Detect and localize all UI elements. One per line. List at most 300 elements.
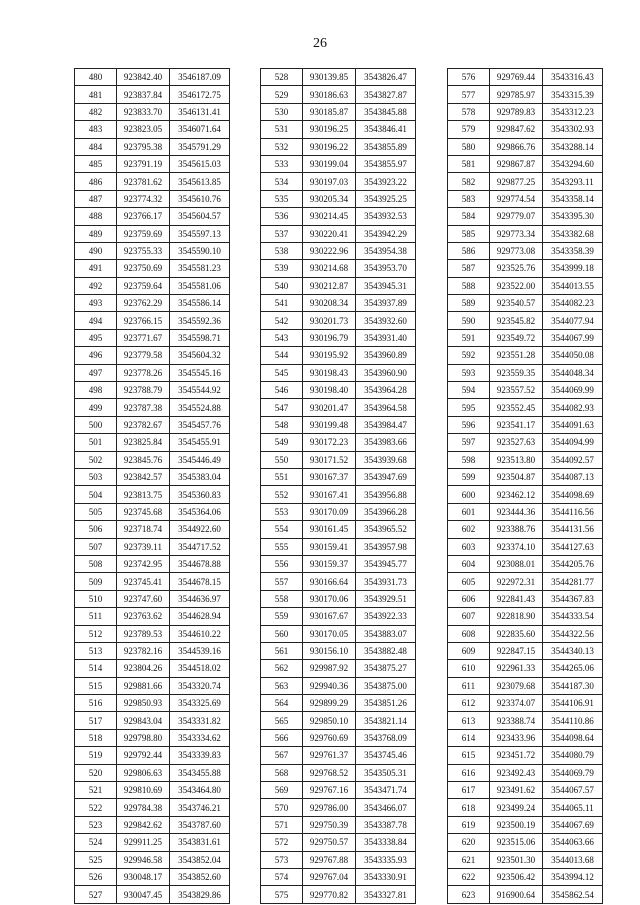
y-coordinate-cell: 3543312.23 bbox=[543, 103, 603, 120]
point-number-cell: 596 bbox=[448, 416, 490, 433]
table-row bbox=[448, 382, 603, 399]
table-row bbox=[448, 764, 603, 781]
table-row bbox=[75, 451, 230, 468]
point-number-cell: 564 bbox=[261, 695, 303, 712]
table-row bbox=[261, 503, 416, 520]
table-row bbox=[448, 660, 603, 677]
table-row bbox=[75, 503, 230, 520]
point-number-cell: 537 bbox=[261, 225, 303, 242]
x-coordinate-cell: 923552.45 bbox=[490, 399, 543, 416]
table-row bbox=[261, 521, 416, 538]
point-number-cell: 497 bbox=[75, 364, 117, 381]
y-coordinate-cell: 3544094.99 bbox=[543, 434, 603, 451]
y-coordinate-cell: 3543288.14 bbox=[543, 138, 603, 155]
table-row bbox=[75, 103, 230, 120]
y-coordinate-cell: 3544367.83 bbox=[543, 590, 603, 607]
x-coordinate-cell: 923779.58 bbox=[117, 347, 170, 364]
table-row bbox=[448, 155, 603, 172]
point-number-cell: 517 bbox=[75, 712, 117, 729]
table-row bbox=[261, 677, 416, 694]
y-coordinate-cell: 3543923.22 bbox=[356, 173, 416, 190]
y-coordinate-cell: 3543505.31 bbox=[356, 764, 416, 781]
point-number-cell: 535 bbox=[261, 190, 303, 207]
x-coordinate-cell: 923557.52 bbox=[490, 382, 543, 399]
x-coordinate-cell: 923747.60 bbox=[117, 590, 170, 607]
x-coordinate-cell: 923462.12 bbox=[490, 486, 543, 503]
y-coordinate-cell: 3543937.89 bbox=[356, 295, 416, 312]
y-coordinate-cell: 3544333.54 bbox=[543, 608, 603, 625]
y-coordinate-cell: 3543315.39 bbox=[543, 86, 603, 103]
table-row bbox=[261, 642, 416, 659]
x-coordinate-cell: 929877.25 bbox=[490, 173, 543, 190]
table-row bbox=[448, 834, 603, 851]
point-number-cell: 614 bbox=[448, 729, 490, 746]
x-coordinate-cell: 930170.06 bbox=[303, 590, 356, 607]
x-coordinate-cell: 923515.06 bbox=[490, 834, 543, 851]
x-coordinate-cell: 929785.97 bbox=[490, 86, 543, 103]
y-coordinate-cell: 3543994.12 bbox=[543, 868, 603, 885]
table-row bbox=[75, 138, 230, 155]
table-row bbox=[448, 103, 603, 120]
point-number-cell: 601 bbox=[448, 503, 490, 520]
x-coordinate-cell: 930197.03 bbox=[303, 173, 356, 190]
y-coordinate-cell: 3544922.60 bbox=[170, 521, 230, 538]
coordinate-table-1 bbox=[74, 68, 230, 904]
point-number-cell: 504 bbox=[75, 486, 117, 503]
point-number-cell: 501 bbox=[75, 434, 117, 451]
x-coordinate-cell: 923388.74 bbox=[490, 712, 543, 729]
table-row bbox=[261, 242, 416, 259]
point-number-cell: 484 bbox=[75, 138, 117, 155]
x-coordinate-cell: 929850.93 bbox=[117, 695, 170, 712]
point-number-cell: 500 bbox=[75, 416, 117, 433]
y-coordinate-cell: 3544127.63 bbox=[543, 538, 603, 555]
y-coordinate-cell: 3544013.55 bbox=[543, 277, 603, 294]
y-coordinate-cell: 3546131.41 bbox=[170, 103, 230, 120]
table-row bbox=[261, 764, 416, 781]
x-coordinate-cell: 929843.04 bbox=[117, 712, 170, 729]
table-row bbox=[261, 799, 416, 816]
x-coordinate-cell: 923499.24 bbox=[490, 799, 543, 816]
y-coordinate-cell: 3543746.21 bbox=[170, 799, 230, 816]
table-row bbox=[448, 782, 603, 799]
table-row bbox=[75, 347, 230, 364]
table-row bbox=[448, 399, 603, 416]
point-number-cell: 562 bbox=[261, 660, 303, 677]
x-coordinate-cell: 930170.09 bbox=[303, 503, 356, 520]
y-coordinate-cell: 3544265.06 bbox=[543, 660, 603, 677]
table-row bbox=[261, 69, 416, 86]
y-coordinate-cell: 3543945.77 bbox=[356, 555, 416, 572]
x-coordinate-cell: 930166.64 bbox=[303, 573, 356, 590]
x-coordinate-cell: 929850.10 bbox=[303, 712, 356, 729]
table-row bbox=[75, 121, 230, 138]
table-row bbox=[261, 347, 416, 364]
y-coordinate-cell: 3543983.66 bbox=[356, 434, 416, 451]
point-number-cell: 526 bbox=[75, 868, 117, 885]
y-coordinate-cell: 3543932.53 bbox=[356, 208, 416, 225]
table-row bbox=[75, 277, 230, 294]
y-coordinate-cell: 3543999.18 bbox=[543, 260, 603, 277]
x-coordinate-cell: 923451.72 bbox=[490, 747, 543, 764]
x-coordinate-cell: 929770.82 bbox=[303, 886, 356, 903]
y-coordinate-cell: 3543932.60 bbox=[356, 312, 416, 329]
y-coordinate-cell: 3544518.02 bbox=[170, 660, 230, 677]
y-coordinate-cell: 3544322.56 bbox=[543, 625, 603, 642]
y-coordinate-cell: 3543882.48 bbox=[356, 642, 416, 659]
point-number-cell: 494 bbox=[75, 312, 117, 329]
table-row bbox=[261, 451, 416, 468]
point-number-cell: 567 bbox=[261, 747, 303, 764]
table-row bbox=[448, 295, 603, 312]
y-coordinate-cell: 3544131.56 bbox=[543, 521, 603, 538]
point-number-cell: 485 bbox=[75, 155, 117, 172]
x-coordinate-cell: 923763.62 bbox=[117, 608, 170, 625]
table-row bbox=[75, 69, 230, 86]
y-coordinate-cell: 3543358.14 bbox=[543, 190, 603, 207]
table-row bbox=[448, 434, 603, 451]
table-row bbox=[448, 695, 603, 712]
table-row bbox=[75, 608, 230, 625]
x-coordinate-cell: 922818.90 bbox=[490, 608, 543, 625]
point-number-cell: 555 bbox=[261, 538, 303, 555]
point-number-cell: 565 bbox=[261, 712, 303, 729]
point-number-cell: 542 bbox=[261, 312, 303, 329]
x-coordinate-cell: 923750.69 bbox=[117, 260, 170, 277]
x-coordinate-cell: 923842.40 bbox=[117, 69, 170, 86]
point-number-cell: 612 bbox=[448, 695, 490, 712]
x-coordinate-cell: 923540.57 bbox=[490, 295, 543, 312]
y-coordinate-cell: 3544187.30 bbox=[543, 677, 603, 694]
point-number-cell: 514 bbox=[75, 660, 117, 677]
x-coordinate-cell: 930170.05 bbox=[303, 625, 356, 642]
table-row bbox=[448, 173, 603, 190]
y-coordinate-cell: 3543387.78 bbox=[356, 816, 416, 833]
point-number-cell: 583 bbox=[448, 190, 490, 207]
table-row bbox=[75, 225, 230, 242]
x-coordinate-cell: 929774.54 bbox=[490, 190, 543, 207]
y-coordinate-cell: 3544082.93 bbox=[543, 399, 603, 416]
table-row bbox=[75, 86, 230, 103]
y-coordinate-cell: 3544013.68 bbox=[543, 851, 603, 868]
x-coordinate-cell: 929784.38 bbox=[117, 799, 170, 816]
point-number-cell: 509 bbox=[75, 573, 117, 590]
x-coordinate-cell: 930220.41 bbox=[303, 225, 356, 242]
x-coordinate-cell: 923551.28 bbox=[490, 347, 543, 364]
x-coordinate-cell: 929987.92 bbox=[303, 660, 356, 677]
y-coordinate-cell: 3544678.15 bbox=[170, 573, 230, 590]
point-number-cell: 530 bbox=[261, 103, 303, 120]
point-number-cell: 557 bbox=[261, 573, 303, 590]
y-coordinate-cell: 3544087.13 bbox=[543, 468, 603, 485]
table-row bbox=[75, 173, 230, 190]
point-number-cell: 519 bbox=[75, 747, 117, 764]
x-coordinate-cell: 929767.16 bbox=[303, 782, 356, 799]
y-coordinate-cell: 3544077.94 bbox=[543, 312, 603, 329]
y-coordinate-cell: 3543325.69 bbox=[170, 695, 230, 712]
x-coordinate-cell: 930139.85 bbox=[303, 69, 356, 86]
point-number-cell: 590 bbox=[448, 312, 490, 329]
x-coordinate-cell: 923795.38 bbox=[117, 138, 170, 155]
x-coordinate-cell: 929767.88 bbox=[303, 851, 356, 868]
table-row bbox=[75, 538, 230, 555]
x-coordinate-cell: 923491.62 bbox=[490, 782, 543, 799]
table-row bbox=[75, 399, 230, 416]
y-coordinate-cell: 3546172.75 bbox=[170, 86, 230, 103]
x-coordinate-cell: 929789.83 bbox=[490, 103, 543, 120]
table-row bbox=[261, 816, 416, 833]
x-coordinate-cell: 930047.45 bbox=[117, 886, 170, 903]
point-number-cell: 584 bbox=[448, 208, 490, 225]
table-row bbox=[261, 851, 416, 868]
x-coordinate-cell: 923506.42 bbox=[490, 868, 543, 885]
x-coordinate-cell: 930048.17 bbox=[117, 868, 170, 885]
coordinate-table-3 bbox=[447, 68, 603, 904]
x-coordinate-cell: 929773.08 bbox=[490, 242, 543, 259]
point-number-cell: 569 bbox=[261, 782, 303, 799]
table-row bbox=[448, 329, 603, 346]
table-row bbox=[75, 799, 230, 816]
y-coordinate-cell: 3543851.26 bbox=[356, 695, 416, 712]
y-coordinate-cell: 3544678.88 bbox=[170, 555, 230, 572]
x-coordinate-cell: 923374.07 bbox=[490, 695, 543, 712]
x-coordinate-cell: 930214.68 bbox=[303, 260, 356, 277]
table-row bbox=[75, 782, 230, 799]
y-coordinate-cell: 3543294.60 bbox=[543, 155, 603, 172]
y-coordinate-cell: 3543953.70 bbox=[356, 260, 416, 277]
table-row bbox=[75, 677, 230, 694]
point-number-cell: 480 bbox=[75, 69, 117, 86]
point-number-cell: 594 bbox=[448, 382, 490, 399]
y-coordinate-cell: 3544067.99 bbox=[543, 329, 603, 346]
x-coordinate-cell: 923504.87 bbox=[490, 468, 543, 485]
y-coordinate-cell: 3544205.76 bbox=[543, 555, 603, 572]
x-coordinate-cell: 929867.87 bbox=[490, 155, 543, 172]
point-number-cell: 556 bbox=[261, 555, 303, 572]
point-number-cell: 623 bbox=[448, 886, 490, 903]
table-row bbox=[261, 660, 416, 677]
y-coordinate-cell: 3544063.66 bbox=[543, 834, 603, 851]
point-number-cell: 529 bbox=[261, 86, 303, 103]
y-coordinate-cell: 3543966.28 bbox=[356, 503, 416, 520]
y-coordinate-cell: 3543302.93 bbox=[543, 121, 603, 138]
table-row bbox=[261, 695, 416, 712]
point-number-cell: 575 bbox=[261, 886, 303, 903]
page-number: 26 bbox=[313, 36, 327, 51]
x-coordinate-cell: 929881.66 bbox=[117, 677, 170, 694]
x-coordinate-cell: 922972.31 bbox=[490, 573, 543, 590]
table-row bbox=[261, 712, 416, 729]
y-coordinate-cell: 3545364.06 bbox=[170, 503, 230, 520]
x-coordinate-cell: 923782.67 bbox=[117, 416, 170, 433]
table-row bbox=[448, 121, 603, 138]
y-coordinate-cell: 3544098.64 bbox=[543, 729, 603, 746]
x-coordinate-cell: 923787.38 bbox=[117, 399, 170, 416]
y-coordinate-cell: 3545597.13 bbox=[170, 225, 230, 242]
point-number-cell: 587 bbox=[448, 260, 490, 277]
table-row bbox=[448, 347, 603, 364]
point-number-cell: 554 bbox=[261, 521, 303, 538]
point-number-cell: 563 bbox=[261, 677, 303, 694]
table-row bbox=[261, 834, 416, 851]
table-row bbox=[261, 382, 416, 399]
x-coordinate-cell: 930159.41 bbox=[303, 538, 356, 555]
table-row bbox=[261, 555, 416, 572]
point-number-cell: 588 bbox=[448, 277, 490, 294]
x-coordinate-cell: 929810.69 bbox=[117, 782, 170, 799]
point-number-cell: 549 bbox=[261, 434, 303, 451]
table-row bbox=[448, 503, 603, 520]
y-coordinate-cell: 3545455.91 bbox=[170, 434, 230, 451]
table-row bbox=[75, 382, 230, 399]
x-coordinate-cell: 923433.96 bbox=[490, 729, 543, 746]
y-coordinate-cell: 3545545.16 bbox=[170, 364, 230, 381]
table-row bbox=[448, 642, 603, 659]
point-number-cell: 611 bbox=[448, 677, 490, 694]
y-coordinate-cell: 3544091.63 bbox=[543, 416, 603, 433]
y-coordinate-cell: 3545544.92 bbox=[170, 382, 230, 399]
y-coordinate-cell: 3545383.04 bbox=[170, 468, 230, 485]
table-row bbox=[448, 486, 603, 503]
point-number-cell: 510 bbox=[75, 590, 117, 607]
point-number-cell: 521 bbox=[75, 782, 117, 799]
x-coordinate-cell: 930201.47 bbox=[303, 399, 356, 416]
y-coordinate-cell: 3543852.60 bbox=[170, 868, 230, 885]
x-coordinate-cell: 930196.25 bbox=[303, 121, 356, 138]
table-row bbox=[448, 677, 603, 694]
table-row bbox=[75, 416, 230, 433]
point-number-cell: 547 bbox=[261, 399, 303, 416]
x-coordinate-cell: 923759.69 bbox=[117, 225, 170, 242]
point-number-cell: 571 bbox=[261, 816, 303, 833]
y-coordinate-cell: 3543875.00 bbox=[356, 677, 416, 694]
point-number-cell: 586 bbox=[448, 242, 490, 259]
table-row bbox=[75, 816, 230, 833]
table-row bbox=[448, 590, 603, 607]
table-row bbox=[261, 364, 416, 381]
table-row bbox=[448, 538, 603, 555]
point-number-cell: 543 bbox=[261, 329, 303, 346]
y-coordinate-cell: 3543331.82 bbox=[170, 712, 230, 729]
table-row bbox=[75, 712, 230, 729]
y-coordinate-cell: 3544628.94 bbox=[170, 608, 230, 625]
point-number-cell: 604 bbox=[448, 555, 490, 572]
y-coordinate-cell: 3543965.52 bbox=[356, 521, 416, 538]
point-number-cell: 507 bbox=[75, 538, 117, 555]
x-coordinate-cell: 930205.34 bbox=[303, 190, 356, 207]
y-coordinate-cell: 3543829.86 bbox=[170, 886, 230, 903]
table-row bbox=[75, 625, 230, 642]
point-number-cell: 619 bbox=[448, 816, 490, 833]
x-coordinate-cell: 929767.04 bbox=[303, 868, 356, 885]
point-number-cell: 523 bbox=[75, 816, 117, 833]
y-coordinate-cell: 3544340.13 bbox=[543, 642, 603, 659]
y-coordinate-cell: 3543855.89 bbox=[356, 138, 416, 155]
point-number-cell: 577 bbox=[448, 86, 490, 103]
y-coordinate-cell: 3543358.39 bbox=[543, 242, 603, 259]
x-coordinate-cell: 923782.16 bbox=[117, 642, 170, 659]
y-coordinate-cell: 3543334.62 bbox=[170, 729, 230, 746]
x-coordinate-cell: 929946.58 bbox=[117, 851, 170, 868]
y-coordinate-cell: 3543316.43 bbox=[543, 69, 603, 86]
y-coordinate-cell: 3544065.11 bbox=[543, 799, 603, 816]
point-number-cell: 516 bbox=[75, 695, 117, 712]
y-coordinate-cell: 3544098.69 bbox=[543, 486, 603, 503]
table-row bbox=[261, 608, 416, 625]
y-coordinate-cell: 3543787.60 bbox=[170, 816, 230, 833]
point-number-cell: 488 bbox=[75, 208, 117, 225]
table-row bbox=[261, 747, 416, 764]
y-coordinate-cell: 3545598.71 bbox=[170, 329, 230, 346]
table-row bbox=[448, 468, 603, 485]
table-row bbox=[448, 312, 603, 329]
table-row bbox=[75, 834, 230, 851]
table-row bbox=[261, 416, 416, 433]
point-number-cell: 615 bbox=[448, 747, 490, 764]
table-row bbox=[75, 295, 230, 312]
x-coordinate-cell: 930167.37 bbox=[303, 468, 356, 485]
x-coordinate-cell: 923804.26 bbox=[117, 660, 170, 677]
y-coordinate-cell: 3545592.36 bbox=[170, 312, 230, 329]
point-number-cell: 513 bbox=[75, 642, 117, 659]
point-number-cell: 482 bbox=[75, 103, 117, 120]
point-number-cell: 498 bbox=[75, 382, 117, 399]
table-row bbox=[261, 225, 416, 242]
x-coordinate-cell: 916900.64 bbox=[490, 886, 543, 903]
x-coordinate-cell: 930185.87 bbox=[303, 103, 356, 120]
y-coordinate-cell: 3545613.85 bbox=[170, 173, 230, 190]
table-row bbox=[448, 816, 603, 833]
table-row bbox=[261, 468, 416, 485]
table-row bbox=[261, 329, 416, 346]
y-coordinate-cell: 3543293.11 bbox=[543, 173, 603, 190]
point-number-cell: 524 bbox=[75, 834, 117, 851]
x-coordinate-cell: 929866.76 bbox=[490, 138, 543, 155]
x-coordinate-cell: 923755.33 bbox=[117, 242, 170, 259]
x-coordinate-cell: 923837.84 bbox=[117, 86, 170, 103]
x-coordinate-cell: 929750.39 bbox=[303, 816, 356, 833]
table-row bbox=[75, 521, 230, 538]
x-coordinate-cell: 923541.17 bbox=[490, 416, 543, 433]
y-coordinate-cell: 3544069.79 bbox=[543, 764, 603, 781]
y-coordinate-cell: 3543883.07 bbox=[356, 625, 416, 642]
x-coordinate-cell: 929940.36 bbox=[303, 677, 356, 694]
table-row bbox=[261, 886, 416, 903]
x-coordinate-cell: 923388.76 bbox=[490, 521, 543, 538]
x-coordinate-cell: 930198.40 bbox=[303, 382, 356, 399]
table-row bbox=[448, 277, 603, 294]
x-coordinate-cell: 929911.25 bbox=[117, 834, 170, 851]
x-coordinate-cell: 929792.44 bbox=[117, 747, 170, 764]
table-row bbox=[448, 799, 603, 816]
point-number-cell: 592 bbox=[448, 347, 490, 364]
y-coordinate-cell: 3545457.76 bbox=[170, 416, 230, 433]
point-number-cell: 559 bbox=[261, 608, 303, 625]
point-number-cell: 620 bbox=[448, 834, 490, 851]
x-coordinate-cell: 923766.17 bbox=[117, 208, 170, 225]
x-coordinate-cell: 929779.07 bbox=[490, 208, 543, 225]
y-coordinate-cell: 3544048.34 bbox=[543, 364, 603, 381]
y-coordinate-cell: 3543826.47 bbox=[356, 69, 416, 86]
table-row bbox=[261, 729, 416, 746]
x-coordinate-cell: 922847.15 bbox=[490, 642, 543, 659]
table-row bbox=[75, 868, 230, 885]
x-coordinate-cell: 923739.11 bbox=[117, 538, 170, 555]
table-row bbox=[261, 138, 416, 155]
table-row bbox=[448, 208, 603, 225]
point-number-cell: 483 bbox=[75, 121, 117, 138]
table-row bbox=[75, 764, 230, 781]
